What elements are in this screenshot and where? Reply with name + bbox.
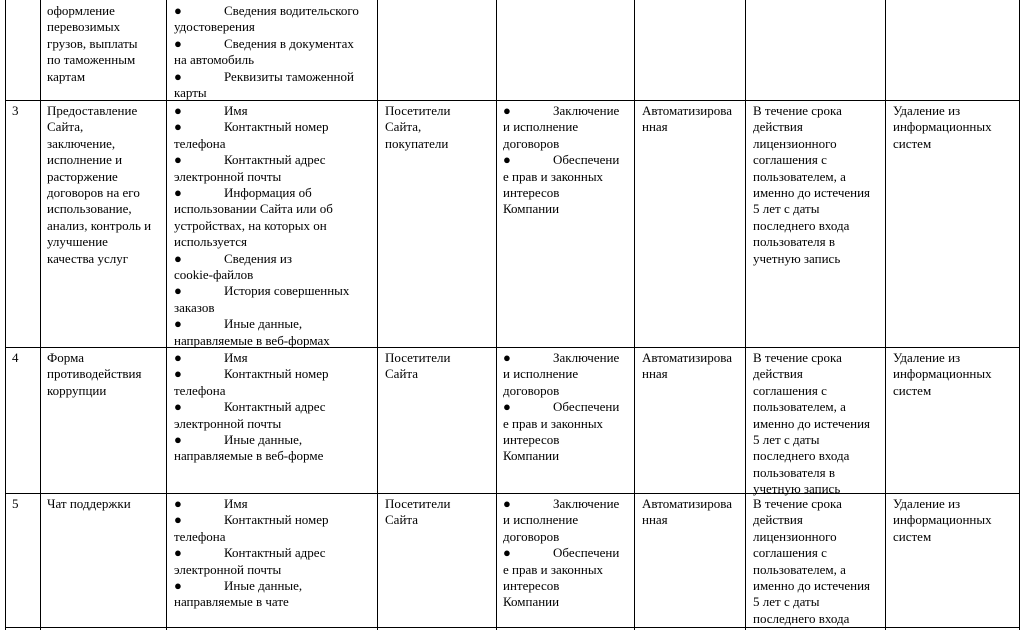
period-line: именно до истечения xyxy=(753,415,871,431)
subjects-line: покупатели xyxy=(385,135,449,151)
basis-item-text: и исполнение xyxy=(503,366,579,382)
method-cell xyxy=(642,103,744,136)
legal-basis-cell xyxy=(503,350,631,465)
bullet-icon: ● xyxy=(174,250,182,266)
period-line: учетную запись xyxy=(753,250,841,266)
data-item-text: электронной почты xyxy=(174,168,282,184)
subjects-cell xyxy=(385,496,493,529)
period-line: 5 лет с даты xyxy=(753,594,820,610)
retention-period-cell xyxy=(753,496,883,627)
data-item-text: Контактный адрес xyxy=(224,545,326,561)
period-line: действия xyxy=(753,119,803,135)
data-item-text: Контактный адрес xyxy=(224,152,326,168)
purpose-line: анализ, контроль и xyxy=(47,217,152,233)
period-line: 5 лет с даты xyxy=(753,201,820,217)
data-item-text: Иные данные, xyxy=(224,578,303,594)
basis-item-text: интересов xyxy=(503,578,560,594)
data-item xyxy=(174,3,374,36)
data-item-text: Имя xyxy=(224,350,248,365)
period-line: В течение срока xyxy=(753,103,842,118)
bullet-icon: ● xyxy=(503,545,511,561)
data-item-text: Иные данные, xyxy=(224,432,303,448)
basis-item-text: Обеспечени xyxy=(553,152,620,168)
retention-period-cell xyxy=(753,103,883,267)
period-line: действия xyxy=(753,512,803,528)
column-border xyxy=(40,0,41,630)
purpose-line: улучшение xyxy=(47,234,108,250)
purpose-line: по таможенным xyxy=(47,52,136,68)
personal-data-cell xyxy=(174,496,374,611)
purpose-line: оформление xyxy=(47,3,115,18)
row-border xyxy=(5,347,1020,348)
basis-item-text: договоров xyxy=(503,528,560,544)
bullet-icon: ● xyxy=(174,68,182,84)
subjects-line: Сайта xyxy=(385,512,419,528)
data-item xyxy=(174,103,374,119)
period-line: последнего входа xyxy=(753,217,850,233)
method-line: Автоматизирова xyxy=(642,350,733,365)
period-line: соглашения с xyxy=(753,545,827,561)
data-item-text: телефона xyxy=(174,135,226,151)
column-border xyxy=(634,0,635,630)
data-item-text: Иные данные, xyxy=(224,316,303,332)
row-number-text: 3 xyxy=(12,103,19,118)
bullet-icon: ● xyxy=(174,399,182,415)
basis-item-text: договоров xyxy=(503,135,560,151)
basis-item-text: и исполнение xyxy=(503,119,579,135)
data-item xyxy=(174,399,374,432)
period-line: пользователем, а xyxy=(753,399,846,415)
row-number-text: 4 xyxy=(12,350,19,365)
destruction-line: Удаление из xyxy=(893,350,961,365)
data-item-text: Контактный номер xyxy=(224,366,329,382)
period-line: пользователем, а xyxy=(753,561,846,577)
basis-item-text: Обеспечени xyxy=(553,399,620,415)
period-line: пользователя в xyxy=(753,464,835,480)
purpose-line: использование, xyxy=(47,201,132,217)
data-item-text: карты xyxy=(174,85,207,101)
column-border xyxy=(496,0,497,630)
bullet-icon: ● xyxy=(174,103,182,118)
bullet-icon: ● xyxy=(503,103,511,118)
purpose-line: перевозимых xyxy=(47,19,121,35)
purpose-line: Чат поддержки xyxy=(47,496,131,511)
subjects-line: Сайта xyxy=(385,366,419,382)
basis-item-text: Обеспечени xyxy=(553,545,620,561)
row-number-text: 5 xyxy=(12,496,19,511)
data-item xyxy=(174,578,374,611)
data-item xyxy=(174,512,374,545)
bullet-icon: ● xyxy=(174,316,182,332)
column-border xyxy=(377,0,378,630)
purpose-cell xyxy=(47,103,165,267)
data-item-text: Контактный адрес xyxy=(224,399,326,415)
basis-item-text: и исполнение xyxy=(503,512,579,528)
personal-data-cell xyxy=(174,103,374,349)
period-line: пользователем, а xyxy=(753,168,846,184)
row-number xyxy=(12,103,38,119)
retention-period-cell xyxy=(753,350,883,498)
purpose-cell xyxy=(47,3,165,85)
data-item-text: электронной почты xyxy=(174,415,282,431)
data-item-text: Имя xyxy=(224,103,248,118)
destruction-line: систем xyxy=(893,528,932,544)
subjects-line: Посетители xyxy=(385,350,451,365)
bullet-icon: ● xyxy=(174,545,182,561)
purpose-line: Предоставление xyxy=(47,103,138,118)
data-item-text: Реквизиты таможенной xyxy=(224,68,354,84)
destruction-line: информационных xyxy=(893,512,992,528)
data-item-text: История совершенных xyxy=(224,283,350,299)
data-item xyxy=(174,350,374,366)
destruction-line: систем xyxy=(893,382,932,398)
bullet-icon: ● xyxy=(174,512,182,528)
destruction-line: Удаление из xyxy=(893,496,961,511)
bullet-icon: ● xyxy=(174,152,182,168)
data-item xyxy=(174,119,374,152)
purpose-line: исполнение и xyxy=(47,152,123,168)
data-item-text: Информация об xyxy=(224,185,312,201)
personal-data-cell xyxy=(174,350,374,465)
bullet-icon: ● xyxy=(174,496,182,511)
data-item xyxy=(174,185,374,251)
data-item-text: cookie-файлов xyxy=(174,267,254,283)
basis-item xyxy=(503,399,631,465)
period-line: последнего входа xyxy=(753,448,850,464)
period-line: лицензионного xyxy=(753,528,837,544)
period-line: действия xyxy=(753,366,803,382)
bullet-icon: ● xyxy=(174,366,182,382)
basis-item-text: интересов xyxy=(503,432,560,448)
data-item xyxy=(174,496,374,512)
destruction-line: систем xyxy=(893,135,932,151)
basis-item-text: Заключение xyxy=(553,496,620,511)
data-item xyxy=(174,69,374,102)
purpose-line: картам xyxy=(47,68,86,84)
data-item-text: Сведения из xyxy=(224,250,292,266)
legal-basis-cell xyxy=(503,496,631,611)
basis-item-text: интересов xyxy=(503,185,560,201)
data-item xyxy=(174,251,374,284)
basis-item xyxy=(503,152,631,218)
basis-item xyxy=(503,103,631,152)
data-item-text: использовании Сайта или об xyxy=(174,201,333,217)
method-line: нная xyxy=(642,512,668,528)
column-border xyxy=(885,0,886,630)
bullet-icon: ● xyxy=(174,432,182,448)
bullet-icon: ● xyxy=(503,496,511,511)
method-cell xyxy=(642,496,744,529)
basis-item-text: Компании xyxy=(503,448,560,464)
destruction-line: Удаление из xyxy=(893,103,961,118)
data-item-text: заказов xyxy=(174,299,215,315)
subjects-line: Посетители xyxy=(385,103,451,118)
data-item xyxy=(174,316,374,349)
data-item-text: используется xyxy=(174,234,247,250)
bullet-icon: ● xyxy=(174,3,182,18)
purpose-line: противодействия xyxy=(47,366,142,382)
period-line: соглашения с xyxy=(753,382,827,398)
data-item-text: телефона xyxy=(174,528,226,544)
data-item-text: удостоверения xyxy=(174,19,255,35)
destruction-line: информационных xyxy=(893,119,992,135)
bullet-icon: ● xyxy=(503,152,511,168)
row-border xyxy=(5,100,1020,101)
period-line: В течение срока xyxy=(753,350,842,365)
data-item-text: электронной почты xyxy=(174,561,282,577)
period-line: соглашения с xyxy=(753,152,827,168)
method-line: нная xyxy=(642,119,668,135)
column-border xyxy=(5,0,6,630)
bullet-icon: ● xyxy=(174,350,182,365)
bullet-icon: ● xyxy=(503,399,511,415)
basis-item-text: Компании xyxy=(503,594,560,610)
data-item-text: Сведения водительского xyxy=(224,3,359,18)
destruction-cell xyxy=(893,496,1017,545)
data-item-text: направляемые в веб-формах xyxy=(174,332,330,348)
method-line: нная xyxy=(642,366,668,382)
bullet-icon: ● xyxy=(174,578,182,594)
purpose-line: Форма xyxy=(47,350,84,365)
destruction-cell xyxy=(893,103,1017,152)
column-border xyxy=(745,0,746,630)
period-line: учетную запись xyxy=(753,481,841,497)
row-number xyxy=(12,350,38,366)
period-line: лицензионного xyxy=(753,135,837,151)
period-line: 5 лет с даты xyxy=(753,432,820,448)
data-item xyxy=(174,366,374,399)
basis-item xyxy=(503,545,631,611)
subjects-line: Посетители xyxy=(385,496,451,511)
method-cell xyxy=(642,350,744,383)
basis-item-text: договоров xyxy=(503,382,560,398)
period-line: пользователя в xyxy=(753,234,835,250)
subjects-line: Сайта, xyxy=(385,119,422,135)
destruction-cell xyxy=(893,350,1017,399)
purpose-line: качества услуг xyxy=(47,250,129,266)
data-item xyxy=(174,152,374,185)
personal-data-cell xyxy=(174,3,374,101)
period-line: последнего входа xyxy=(753,610,850,626)
data-item xyxy=(174,36,374,69)
legal-basis-cell xyxy=(503,103,631,218)
column-border xyxy=(1019,0,1020,630)
data-item-text: Сведения в документах xyxy=(224,35,354,51)
bullet-icon: ● xyxy=(174,283,182,299)
data-item xyxy=(174,545,374,578)
purpose-line: грузов, выплаты xyxy=(47,35,138,51)
data-item-text: на автомобиль xyxy=(174,52,255,68)
data-item-text: направляемые в веб-форме xyxy=(174,448,324,464)
bullet-icon: ● xyxy=(174,35,182,51)
purpose-line: заключение, xyxy=(47,135,116,151)
data-item-text: Имя xyxy=(224,496,248,511)
period-line: именно до истечения xyxy=(753,185,871,201)
basis-item-text: е прав и законных xyxy=(503,168,604,184)
purpose-cell xyxy=(47,350,165,399)
bullet-icon: ● xyxy=(174,185,182,201)
basis-item-text: е прав и законных xyxy=(503,561,604,577)
destruction-line: информационных xyxy=(893,366,992,382)
bullet-icon: ● xyxy=(503,350,511,365)
method-line: Автоматизирова xyxy=(642,103,733,118)
subjects-cell xyxy=(385,103,493,152)
basis-item-text: Заключение xyxy=(553,103,620,118)
bullet-icon: ● xyxy=(174,119,182,135)
purpose-line: Сайта, xyxy=(47,119,84,135)
basis-item xyxy=(503,496,631,545)
period-line: В течение срока xyxy=(753,496,842,511)
basis-item-text: Заключение xyxy=(553,350,620,365)
basis-item xyxy=(503,350,631,399)
basis-item-text: е прав и законных xyxy=(503,415,604,431)
subjects-cell xyxy=(385,350,493,383)
data-item xyxy=(174,432,374,465)
period-line: именно до истечения xyxy=(753,578,871,594)
purpose-cell xyxy=(47,496,165,512)
data-item-text: Контактный номер xyxy=(224,512,329,528)
data-item-text: Контактный номер xyxy=(224,119,329,135)
purpose-line: расторжение xyxy=(47,168,118,184)
data-item-text: устройствах, на которых он xyxy=(174,217,327,233)
data-item xyxy=(174,283,374,316)
data-item-text: направляемые в чате xyxy=(174,594,289,610)
data-item-text: телефона xyxy=(174,382,226,398)
purpose-line: коррупции xyxy=(47,382,107,398)
method-line: Автоматизирова xyxy=(642,496,733,511)
basis-item-text: Компании xyxy=(503,201,560,217)
purpose-line: договоров на его xyxy=(47,185,140,201)
row-number xyxy=(12,496,38,512)
column-border xyxy=(166,0,167,630)
